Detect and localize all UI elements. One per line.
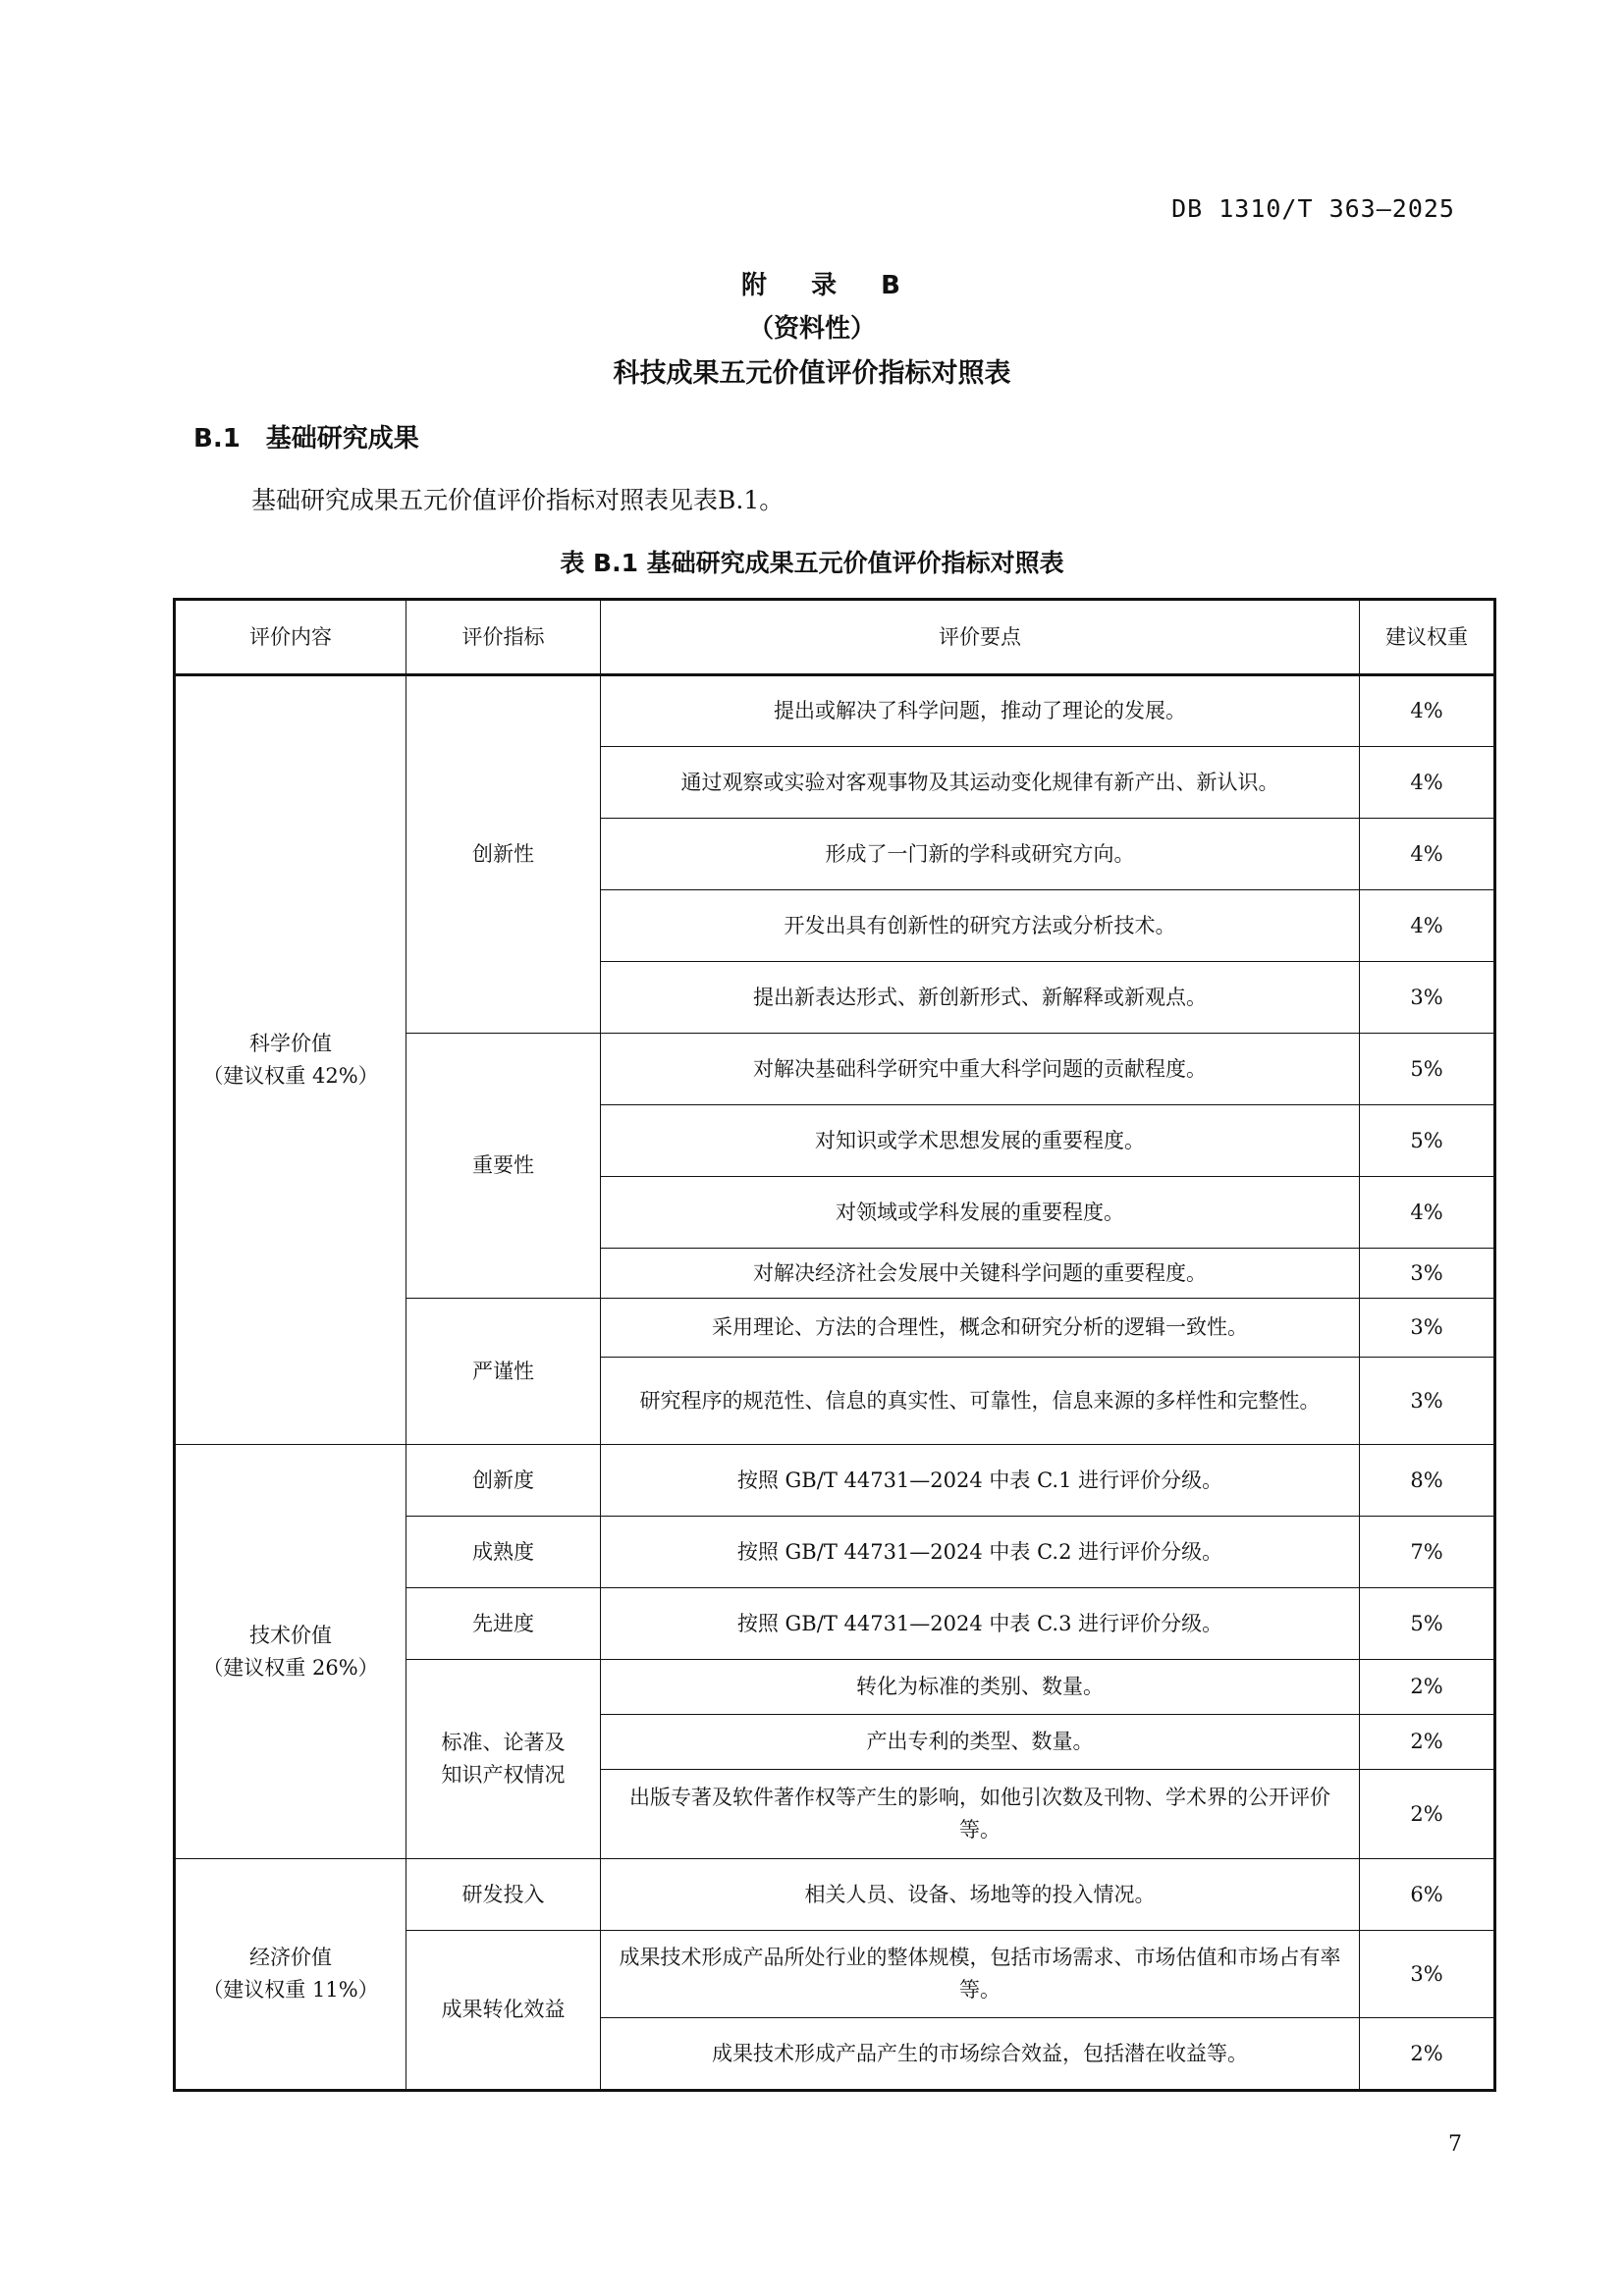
evaluation-point-cell: 通过观察或实验对客观事物及其运动变化规律有新产出、新认识。 (601, 747, 1360, 819)
section-title: 基础研究成果 (265, 424, 419, 454)
appendix-nature: （资料性） (747, 314, 876, 344)
evaluation-point-cell: 按照 GB/T 44731—2024 中表 C.2 进行评价分级。 (601, 1517, 1360, 1588)
evaluation-point-cell: 对知识或学术思想发展的重要程度。 (601, 1105, 1360, 1177)
weight-cell: 4% (1360, 819, 1495, 890)
evaluation-content-cell: 技术价值 （建议权重 26%） (175, 1445, 406, 1859)
evaluation-point-cell: 按照 GB/T 44731—2024 中表 C.3 进行评价分级。 (601, 1588, 1360, 1660)
indicator-cell: 重要性 (406, 1034, 601, 1299)
weight-cell: 3% (1360, 1249, 1495, 1299)
weight-cell: 3% (1360, 1931, 1495, 2018)
evaluation-point-cell: 提出或解决了科学问题，推动了理论的发展。 (601, 675, 1360, 747)
indicator-cell: 成熟度 (406, 1517, 601, 1588)
table-caption: 表 B.1 基础研究成果五元价值评价指标对照表 (560, 549, 1064, 577)
page-number: 7 (1448, 2132, 1462, 2157)
evaluation-point-cell: 相关人员、设备、场地等的投入情况。 (601, 1859, 1360, 1931)
section-heading (193, 418, 419, 454)
header-weight: 建议权重 (1360, 600, 1495, 675)
weight-cell: 5% (1360, 1588, 1495, 1660)
indicator-cell: 先进度 (406, 1588, 601, 1660)
intro-paragraph: 基础研究成果五元价值评价指标对照表见表B.1。 (251, 486, 785, 514)
evaluation-point-cell: 出版专著及软件著作权等产生的影响，如他引次数及刊物、学术界的公开评价等。 (601, 1770, 1360, 1859)
table-row (175, 1859, 1495, 1931)
weight-cell: 2% (1360, 1770, 1495, 1859)
evaluation-point-cell: 开发出具有创新性的研究方法或分析技术。 (601, 890, 1360, 962)
header-content: 评价内容 (175, 600, 406, 675)
evaluation-point-cell: 对领域或学科发展的重要程度。 (601, 1177, 1360, 1249)
weight-cell: 4% (1360, 747, 1495, 819)
evaluation-point-cell: 形成了一门新的学科或研究方向。 (601, 819, 1360, 890)
appendix-heading: 科技成果五元价值评价指标对照表 (613, 358, 1011, 389)
table-row (175, 1445, 1495, 1517)
indicator-cell: 成果转化效益 (406, 1931, 601, 2091)
appendix-title: 附 录 B (741, 271, 918, 300)
evaluation-point-cell: 对解决基础科学研究中重大科学问题的贡献程度。 (601, 1034, 1360, 1105)
weight-cell: 2% (1360, 1660, 1495, 1715)
section-number: B.1 (193, 424, 241, 454)
evaluation-point-cell: 采用理论、方法的合理性，概念和研究分析的逻辑一致性。 (601, 1299, 1360, 1358)
weight-cell: 5% (1360, 1034, 1495, 1105)
header-point: 评价要点 (601, 600, 1360, 675)
weight-cell: 4% (1360, 1177, 1495, 1249)
indicator-cell: 创新性 (406, 675, 601, 1034)
indicator-cell: 创新度 (406, 1445, 601, 1517)
evaluation-table (173, 598, 1496, 2092)
weight-cell: 5% (1360, 1105, 1495, 1177)
weight-cell: 4% (1360, 675, 1495, 747)
weight-cell: 3% (1360, 1358, 1495, 1445)
table-header-row (175, 600, 1495, 675)
evaluation-point-cell: 成果技术形成产品所处行业的整体规模，包括市场需求、市场估值和市场占有率等。 (601, 1931, 1360, 2018)
indicator-cell: 标准、论著及 知识产权情况 (406, 1660, 601, 1859)
weight-cell: 3% (1360, 1299, 1495, 1358)
evaluation-point-cell: 对解决经济社会发展中关键科学问题的重要程度。 (601, 1249, 1360, 1299)
header-indicator: 评价指标 (406, 600, 601, 675)
document-code: DB 1310/T 363—2025 (1171, 194, 1455, 223)
table-row (175, 675, 1495, 747)
weight-cell: 2% (1360, 1715, 1495, 1770)
evaluation-point-cell: 按照 GB/T 44731—2024 中表 C.1 进行评价分级。 (601, 1445, 1360, 1517)
weight-cell: 2% (1360, 2018, 1495, 2091)
table-body (175, 675, 1495, 2091)
weight-cell: 6% (1360, 1859, 1495, 1931)
weight-cell: 8% (1360, 1445, 1495, 1517)
evaluation-point-cell: 成果技术形成产品产生的市场综合效益，包括潜在收益等。 (601, 2018, 1360, 2091)
evaluation-point-cell: 提出新表达形式、新创新形式、新解释或新观点。 (601, 962, 1360, 1034)
indicator-cell: 研发投入 (406, 1859, 601, 1931)
evaluation-content-cell: 科学价值 （建议权重 42%） (175, 675, 406, 1445)
weight-cell: 7% (1360, 1517, 1495, 1588)
evaluation-point-cell: 研究程序的规范性、信息的真实性、可靠性，信息来源的多样性和完整性。 (601, 1358, 1360, 1445)
evaluation-point-cell: 转化为标准的类别、数量。 (601, 1660, 1360, 1715)
weight-cell: 4% (1360, 890, 1495, 962)
evaluation-point-cell: 产出专利的类型、数量。 (601, 1715, 1360, 1770)
evaluation-content-cell: 经济价值 （建议权重 11%） (175, 1859, 406, 2091)
weight-cell: 3% (1360, 962, 1495, 1034)
indicator-cell: 严谨性 (406, 1299, 601, 1445)
